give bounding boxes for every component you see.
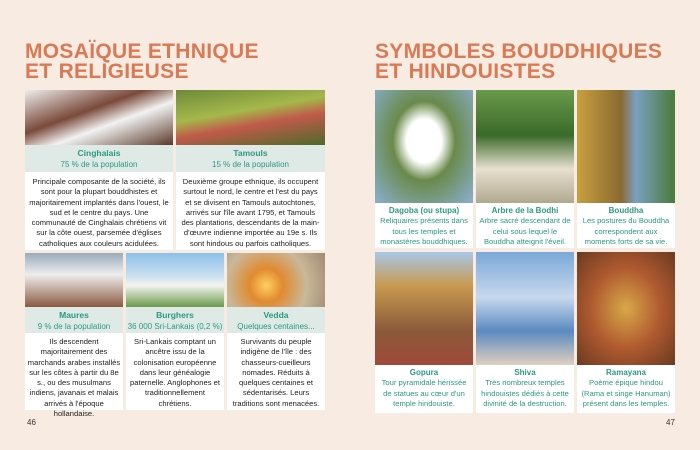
group-description: Survivants du peuple indigène de l'île : des chasseurs-cueilleurs nomades. Réduits à quelques centaines et sédentarisés. Leurs traditions sont menacées. bbox=[227, 333, 325, 410]
group-description: Sri-Lankais comptant un ancêtre issu de la colonisation européenne dans leur généalogie paternelle. Anglophones et traditionnellement chrétiens. bbox=[126, 333, 224, 410]
bodhi-tree-photo bbox=[476, 90, 574, 203]
symbol-name: Arbre de la Bodhi bbox=[491, 206, 559, 215]
vedda-photo bbox=[227, 253, 325, 307]
symbol-caption bbox=[375, 203, 473, 248]
page-number: 47 bbox=[666, 418, 675, 427]
group-share: 36 000 Sri-Lankais (0,2 %) bbox=[127, 322, 223, 331]
symbol-description: Tour pyramidale hérissée de statues au cœur d'un temple hindouiste. bbox=[381, 378, 467, 408]
group-header bbox=[25, 145, 173, 172]
symbol-caption bbox=[577, 365, 675, 413]
symbol-name: Bouddha bbox=[608, 206, 644, 215]
group-name: Tamouls bbox=[233, 148, 268, 158]
shiva-photo bbox=[476, 252, 574, 365]
title-line: ET RELIGIEUSE bbox=[25, 60, 189, 83]
cinghalais-photo bbox=[25, 90, 173, 145]
group-header bbox=[227, 307, 325, 333]
symbol-caption bbox=[375, 365, 473, 413]
symbol-name: Dagoba (ou stupa) bbox=[388, 206, 460, 215]
ramayana-photo bbox=[577, 252, 675, 365]
symbol-description: Arbre sacré descendant de celui sous lequel le Bouddha atteignit l'éveil. bbox=[479, 216, 571, 246]
group-share: 75 % de la population bbox=[60, 160, 138, 169]
left-page-title bbox=[25, 42, 259, 82]
group-header bbox=[176, 145, 325, 172]
group-share: 9 % de la population bbox=[37, 322, 111, 331]
symbol-caption bbox=[476, 365, 574, 413]
symbol-caption bbox=[476, 203, 574, 248]
group-share: Quelques centaines... bbox=[237, 322, 315, 331]
title-line: ET HINDOUISTES bbox=[375, 60, 556, 83]
symbol-name: Ramayana bbox=[605, 368, 647, 377]
symbol-description: Très nombreux temples hindouistes dédiés à cette divinité de la destruction. bbox=[481, 378, 569, 408]
page-number: 46 bbox=[27, 418, 36, 427]
dagoba-photo bbox=[375, 90, 473, 203]
symbol-name: Gopura bbox=[409, 368, 439, 377]
symbol-description: Reliquaires présents dans tous les temples et monastères bouddhiques. bbox=[380, 216, 468, 246]
group-name: Maures bbox=[59, 310, 89, 320]
group-header bbox=[25, 307, 123, 333]
group-name: Burghers bbox=[156, 310, 194, 320]
group-header bbox=[126, 307, 224, 333]
right-page-title bbox=[375, 42, 662, 82]
gopura-photo bbox=[375, 252, 473, 365]
symbol-name: Shiva bbox=[514, 368, 536, 377]
group-description: Principale composante de la société, ils sont pour la plupart bouddhistes et majoritairement implantés dans l'ouest, le sud et le centre du pays. Une communauté de Cinghalais chrétiens vit sur la côte ouest, parsemée d'églises catholiques aux couleurs acidulées. bbox=[25, 172, 173, 250]
group-name: Vedda bbox=[263, 310, 289, 320]
group-share: 15 % de la population bbox=[212, 160, 289, 169]
title-line: SYMBOLES BOUDDHIQUES bbox=[375, 40, 663, 63]
group-name: Cinghalais bbox=[77, 148, 121, 158]
symbol-caption bbox=[577, 203, 675, 248]
title-line: MOSAÏQUE ETHNIQUE bbox=[25, 40, 259, 63]
symbol-description: Les postures du Bouddha correspondent aux moments forts de sa vie. bbox=[582, 216, 670, 246]
group-description: Ils descendent majoritairement des marchands arabes installés sur les côtes à partir du 8e s., ou des musulmans indiens, javanais et malais arrivés à l'époque hollandaise. bbox=[25, 333, 123, 410]
maures-photo bbox=[25, 253, 123, 307]
burghers-photo bbox=[126, 253, 224, 307]
tamouls-photo bbox=[176, 90, 325, 145]
symbol-description: Poème épique hindou (Rama et singe Hanuman) présent dans les temples. bbox=[581, 378, 671, 408]
group-description: Deuxième groupe ethnique, ils occupent surtout le nord, le centre et l'est du pays et se divisent en Tamouls autochtones, arrivés sur l'île avant 1795, et Tamouls des plantations, descendants de la main-d'œuvre indienne importée au 19e s. Ils sont hindous ou parfois catholiques. bbox=[176, 172, 325, 250]
buddha-photo bbox=[577, 90, 675, 203]
